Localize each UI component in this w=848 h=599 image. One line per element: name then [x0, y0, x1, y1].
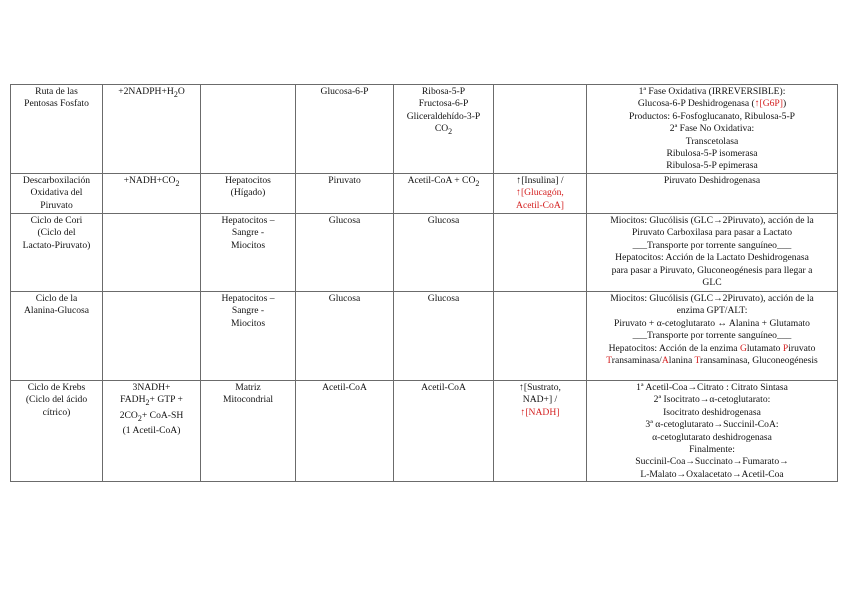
pathway-name-cell: Ciclo de Cori (Ciclo del Lactato-Piruvato) — [11, 214, 103, 292]
substrate-cell: Glucosa-6-P — [296, 85, 394, 174]
pathway-name-cell: Ciclo de la Alanina-Glucosa — [11, 292, 103, 381]
table-row — [11, 292, 838, 381]
substrate-cell: Glucosa — [296, 292, 394, 381]
detail-cell: Piruvato Deshidrogenasa — [587, 174, 838, 214]
regulation-cell — [494, 292, 587, 381]
metabolic-pathways-table — [10, 84, 838, 482]
location-cell: Hepatocitos – Sangre - Miocitos — [201, 292, 296, 381]
final-product-cell: Acetil-CoA — [394, 381, 494, 482]
final-product-cell: Glucosa — [394, 292, 494, 381]
final-product-cell: Glucosa — [394, 214, 494, 292]
table-row — [11, 381, 838, 482]
location-cell: Hepatocitos – Sangre - Miocitos — [201, 214, 296, 292]
table-row — [11, 85, 838, 174]
regulation-cell — [494, 214, 587, 292]
products-cell: $+NADH+CO_2$ — [103, 174, 201, 214]
products-cell: $+2NADPH+H_2O$ — [103, 85, 201, 174]
pathway-name-cell: Ruta de las Pentosas Fosfato — [11, 85, 103, 174]
detail-cell: 1ª Acetil-Coa→Citrato : Citrato Sintasa 2ª Isocitrato→α-cetoglutarato: Isocitrato deshidrogenasa 3ª α-cetoglutarato→Succinil-CoA: α-cetoglutarato deshidrogenasa Finalmente: Succinil-Coa→Succinato→Fumarato→ L-Malato→Oxalacetato→Acetil-Coa — [587, 381, 838, 482]
pathway-name-cell: Descarboxilación Oxidativa del Piruvato — [11, 174, 103, 214]
products-cell: 3NADH+ $FADH_2+$ GTP + $2CO_2+ CoA-SH$ (1 Acetil-CoA) — [103, 381, 201, 482]
table-row — [11, 174, 838, 214]
detail-cell: Miocitos: Glucólisis (GLC→2Piruvato), acción de la enzima GPT/ALT: Piruvato + α-cetoglutarato ↔ Alanina + Glutamato ___Transporte por torrente sanguíneo___ Hepatocitos: Acción de la enzima Glutamato Piruvato Transaminasa/Alanina Transaminasa, Gluconeogénesis — [587, 292, 838, 381]
regulation-cell: ↑[Insulina] / ↑[Glucagón, Acetil-CoA] — [494, 174, 587, 214]
products-cell — [103, 214, 201, 292]
regulation-cell — [494, 85, 587, 174]
location-cell: Hepatocitos (Hígado) — [201, 174, 296, 214]
substrate-cell: Acetil-CoA — [296, 381, 394, 482]
final-product-cell: Ribosa-5-P Fructosa-6-P Gliceraldehído-3-P $CO_2$ — [394, 85, 494, 174]
products-cell — [103, 292, 201, 381]
location-cell — [201, 85, 296, 174]
substrate-cell: Piruvato — [296, 174, 394, 214]
regulation-cell: ↑[Sustrato, NAD+] / ↑[NADH] — [494, 381, 587, 482]
final-product-cell: Acetil-CoA + $CO_2$ — [394, 174, 494, 214]
detail-cell: 1ª Fase Oxidativa (IRREVERSIBLE): Glucosa-6-P Deshidrogenasa (↑[G6P]) Productos: 6-Fosfoglucanato, Ribulosa-5-P 2ª Fase No Oxidativa: Transcetolasa Ribulosa-5-P isomerasa Ribulosa-5-P epimerasa — [587, 85, 838, 174]
location-cell: Matriz Mitocondrial — [201, 381, 296, 482]
table-row — [11, 214, 838, 292]
detail-cell: Miocitos: Glucólisis (GLC→2Piruvato), acción de la Piruvato Carboxilasa para pasar a Lactato ___Transporte por torrente sanguíneo___ Hepatocitos: Acción de la Lactato Deshidrogenasa para pasar a Piruvato, Gluconeogénesis para llegar a GLC — [587, 214, 838, 292]
pathway-name-cell: Ciclo de Krebs (Ciclo del ácido cítrico) — [11, 381, 103, 482]
substrate-cell: Glucosa — [296, 214, 394, 292]
